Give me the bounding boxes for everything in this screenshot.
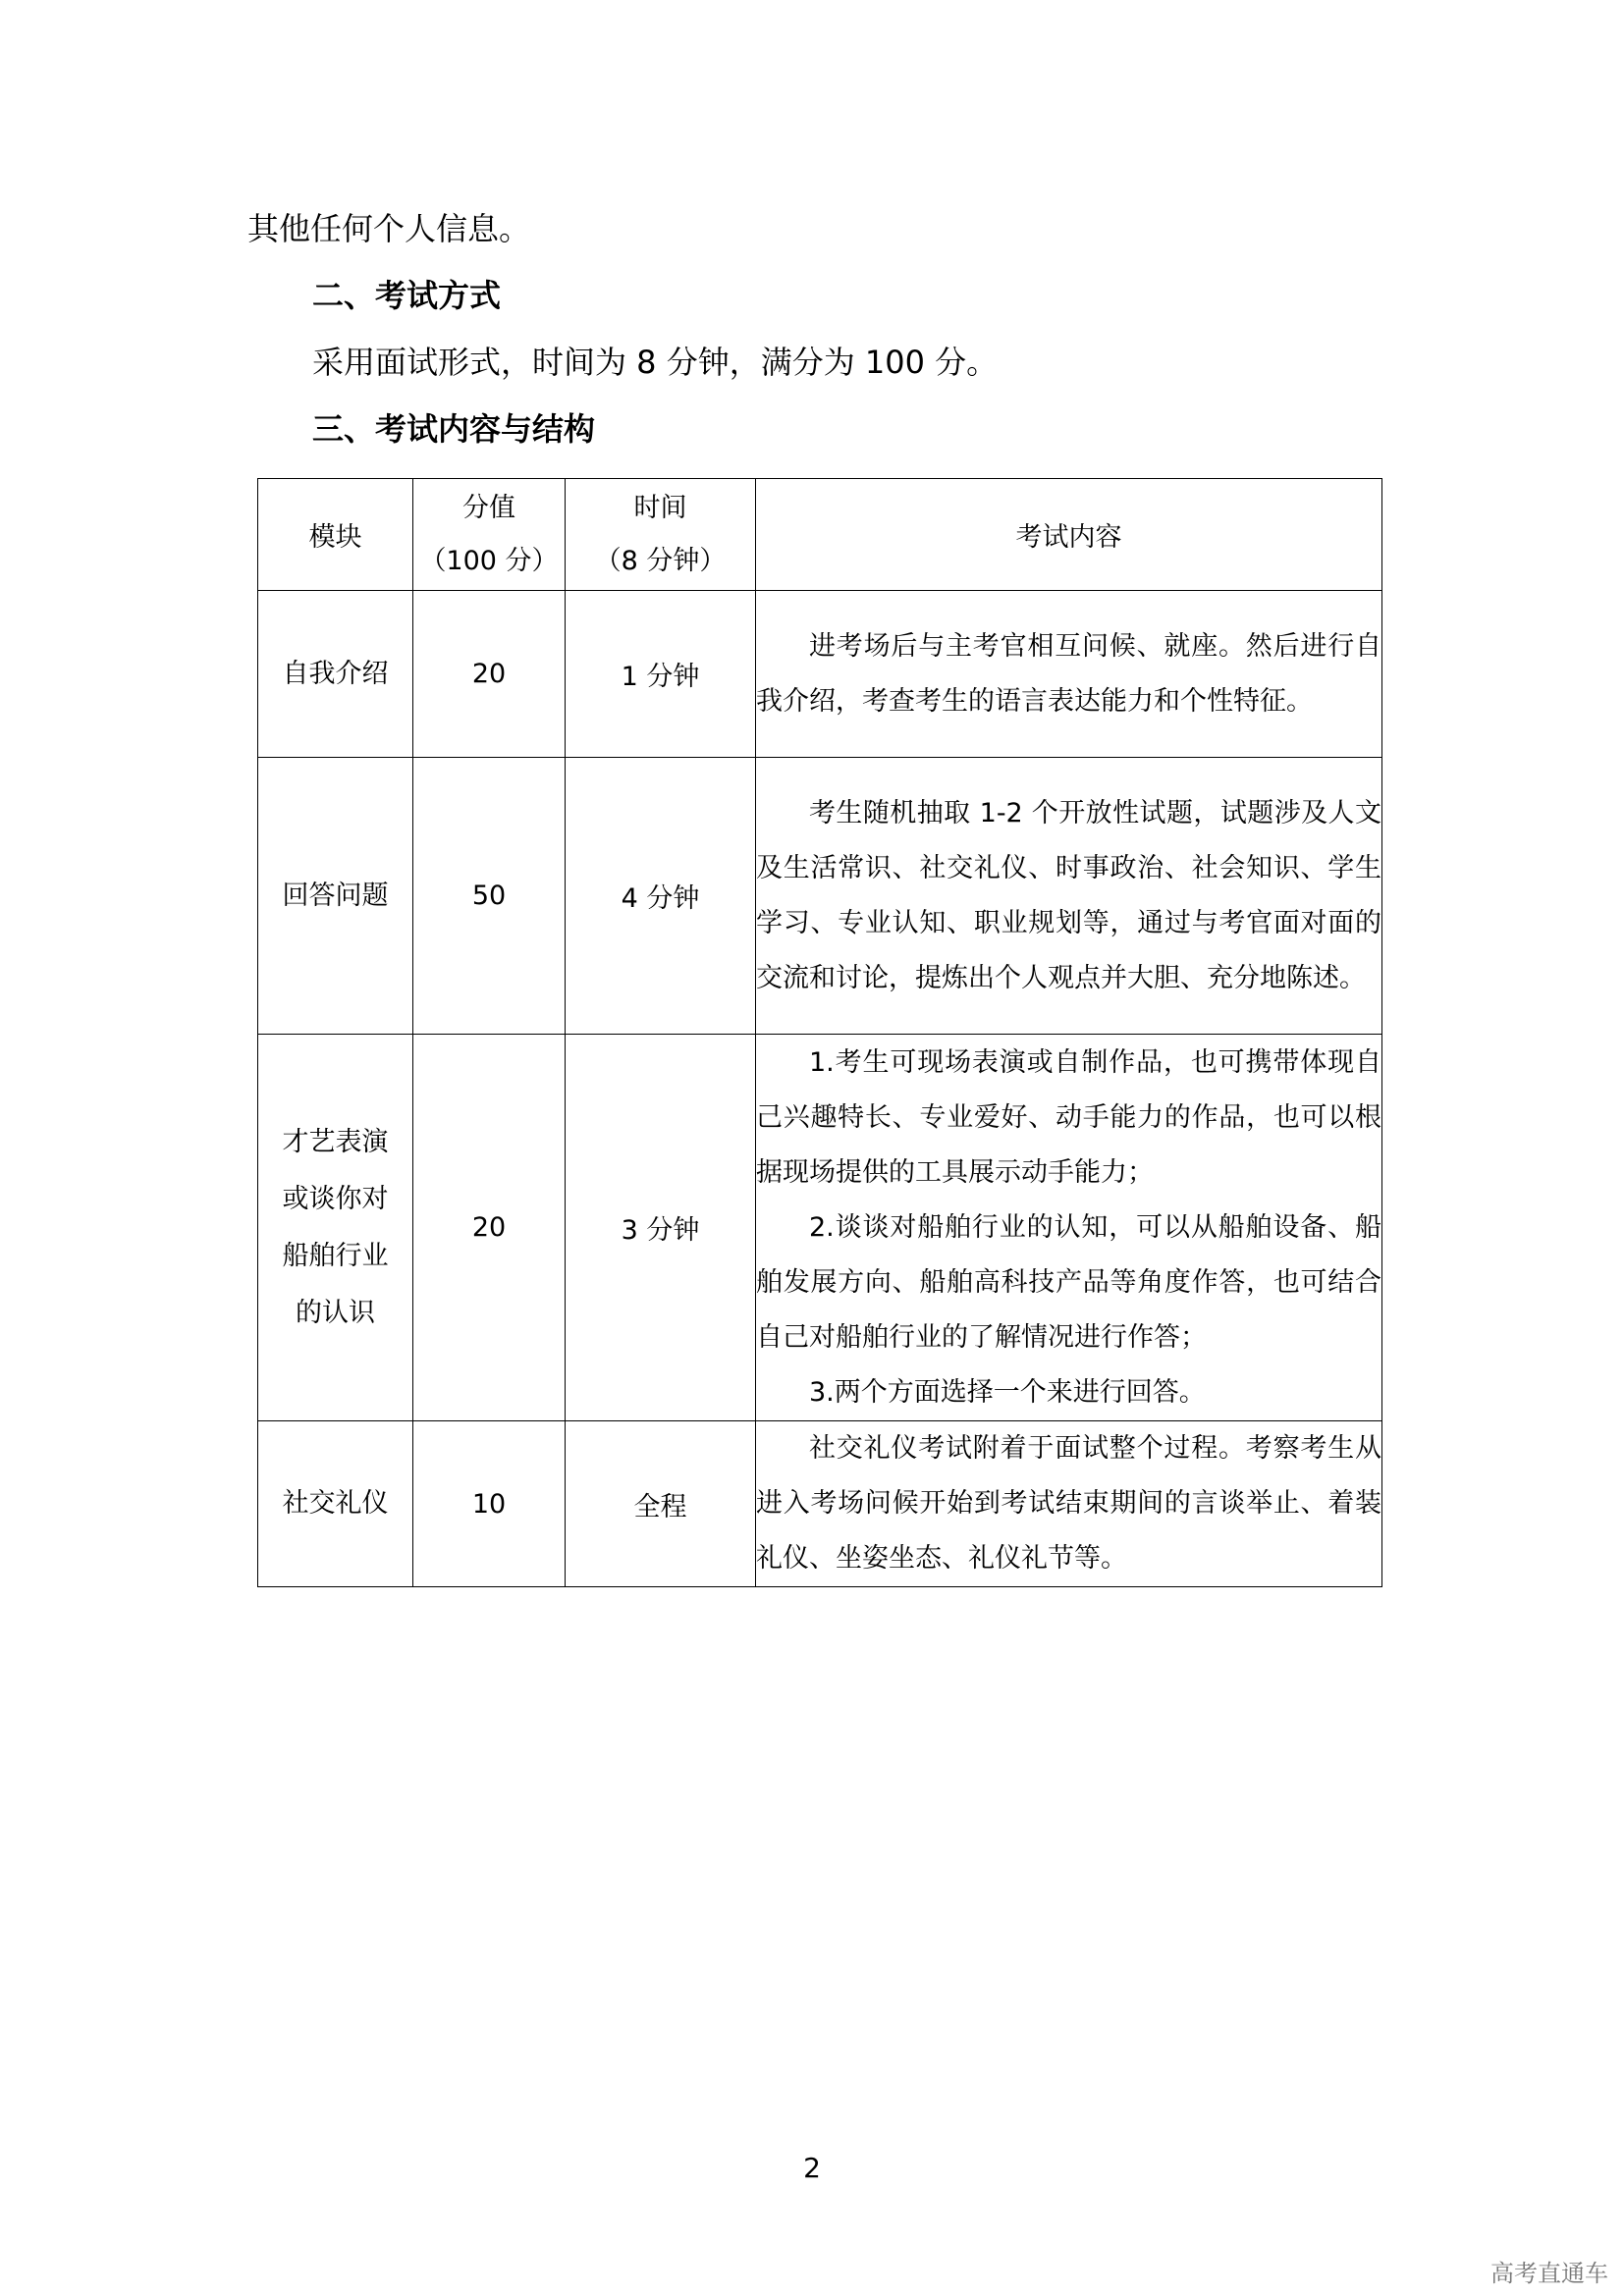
cell-time: 全程 — [566, 1421, 756, 1587]
cell-content: 社交礼仪考试附着于面试整个过程。考察考生从进入考场问候开始到考试结束期间的言谈举止、着装礼仪、坐姿坐态、礼仪礼节等。 — [756, 1421, 1382, 1587]
cell-content: 1.考生可现场表演或自制作品，也可携带体现自己兴趣特长、专业爱好、动手能力的作品，也可以根据现场提供的工具展示动手能力； 2.谈谈对船舶行业的认知，可以从船舶设备、船舶发展方向、船舶高科技产品等角度作答，也可结合自己对船舶行业的了解情况进行作答； 3.两个方面选择一个来进行回答。 — [756, 1035, 1382, 1421]
exam-method-text: 采用面试形式，时间为 8 分钟，满分为 100 分。 — [312, 344, 999, 381]
cell-content: 考生随机抽取 1-2 个开放性试题，试题涉及人文及生活常识、社交礼仪、时事政治、社会知识、学生学习、专业认知、职业规划等，通过与考官面对面的交流和讨论，提炼出个人观点并大胆、充分地陈述。 — [756, 758, 1382, 1035]
cell-module: 社交礼仪 — [258, 1421, 413, 1587]
table-row — [258, 1035, 1382, 1421]
cell-content: 进考场后与主考官相互问候、就座。然后进行自我介绍，考查考生的语言表达能力和个性特征。 — [756, 591, 1382, 758]
exam-structure-table — [257, 478, 1382, 1587]
cell-time: 3 分钟 — [566, 1035, 756, 1421]
cell-time: 1 分钟 — [566, 591, 756, 758]
cell-time: 4 分钟 — [566, 758, 756, 1035]
cell-score: 10 — [413, 1421, 566, 1587]
continuation-text: 其他任何个人信息。 — [247, 210, 531, 247]
section-heading-exam-content: 三、考试内容与结构 — [312, 410, 596, 448]
watermark-text: 高考直通车 — [1490, 2260, 1608, 2287]
table-header-row — [258, 479, 1382, 591]
cell-module: 才艺表演 或谈你对 船舶行业 的认识 — [258, 1035, 413, 1421]
cell-score: 20 — [413, 591, 566, 758]
cell-module: 回答问题 — [258, 758, 413, 1035]
table-row — [258, 591, 1382, 758]
section-heading-exam-method: 二、考试方式 — [312, 277, 502, 314]
cell-score: 20 — [413, 1035, 566, 1421]
header-module: 模块 — [258, 479, 413, 591]
cell-module: 自我介绍 — [258, 591, 413, 758]
page-number: 2 — [803, 2152, 821, 2184]
header-score: 分值 （100 分） — [413, 479, 566, 591]
table-row — [258, 1421, 1382, 1587]
table-row — [258, 758, 1382, 1035]
header-content: 考试内容 — [756, 479, 1382, 591]
cell-score: 50 — [413, 758, 566, 1035]
header-time: 时间 （8 分钟） — [566, 479, 756, 591]
